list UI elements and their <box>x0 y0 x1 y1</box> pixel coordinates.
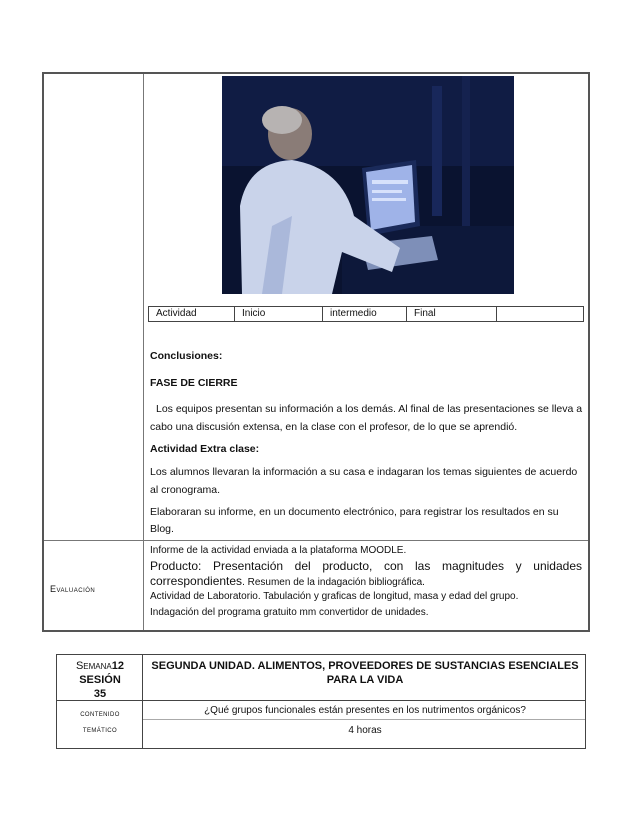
photo-illustration <box>222 76 514 294</box>
sesion-inner-divider <box>143 719 585 720</box>
horas-text: 4 horas <box>348 725 382 736</box>
contenido-label: contenido <box>80 708 120 718</box>
sesion-label: SESIÓN <box>79 674 121 686</box>
conclusiones-heading: Conclusiones: <box>150 350 223 362</box>
extra-clase-heading: Actividad Extra clase: <box>150 443 260 455</box>
pregunta-text: ¿Qué grupos funcionales están presentes en los nutrimentos orgánicos? <box>204 705 526 716</box>
evaluacion-line-2: Producto: Presentación del producto, con las magnitudes y unidades <box>150 559 582 573</box>
sesion-table <box>56 654 586 749</box>
cierre-text-line-1: Los equipos presentan su información a los demás. Al final de las presentaciones se lleva a <box>156 403 583 415</box>
semana-number: 12 <box>111 660 125 672</box>
extra-text-line-2: al cronograma. <box>150 484 221 496</box>
left-label-column <box>44 74 144 630</box>
evaluacion-label: Evaluación <box>50 584 96 594</box>
person-at-computer-photo <box>222 76 514 294</box>
fase-cierre-heading: FASE DE CIERRE <box>150 377 238 389</box>
evaluacion-line-4: Actividad de Laboratorio. Tabulación y graficas de longitud, masa y edad del grupo. <box>150 591 519 602</box>
tematico-label: temático <box>82 724 118 734</box>
cierre-text-line-2: cabo una discusión extensa, en la clase con el profesor, de lo que se aprendió. <box>150 421 518 433</box>
evaluacion-line-5: Indagación del programa gratuito mm convertidor de unidades. <box>150 607 429 618</box>
extra-text-line-3: Elaboraran su informe, en un documento electrónico, para registrar los resultados en su <box>150 506 559 518</box>
phase-cell-actividad: Actividad <box>149 307 235 321</box>
contenido-tematico-label <box>57 705 143 737</box>
evaluacion-line-1: Informe de la actividad enviada a la plataforma MOODLE. <box>150 545 407 556</box>
phase-cell-inicio: Inicio <box>235 307 323 321</box>
evaluacion-line-3a: correspondientes <box>150 574 243 588</box>
evaluacion-line-3 <box>150 574 582 590</box>
phase-table <box>148 306 584 322</box>
row-divider <box>44 540 588 541</box>
phase-cell-empty <box>497 307 583 321</box>
semana-sesion-cell <box>57 659 143 701</box>
extra-text-line-4: Blog. <box>150 523 174 535</box>
semana-label: Semana <box>75 660 112 672</box>
unidad-title: SEGUNDA UNIDAD. ALIMENTOS, PROVEEDORES DE SUSTANCIAS ESENCIALES PARA LA VIDA <box>151 660 579 686</box>
extra-text-line-1: Los alumnos llevaran la información a su casa e indagaran los temas siguientes de acuerdo <box>150 466 578 478</box>
activity-table <box>42 72 590 632</box>
phase-cell-final: Final <box>407 307 497 321</box>
evaluacion-line-3b: . Resumen de la indagación bibliográfica. <box>242 577 425 588</box>
sesion-number: 35 <box>93 688 107 700</box>
phase-cell-intermedio: intermedio <box>323 307 407 321</box>
semana-line <box>57 659 143 673</box>
